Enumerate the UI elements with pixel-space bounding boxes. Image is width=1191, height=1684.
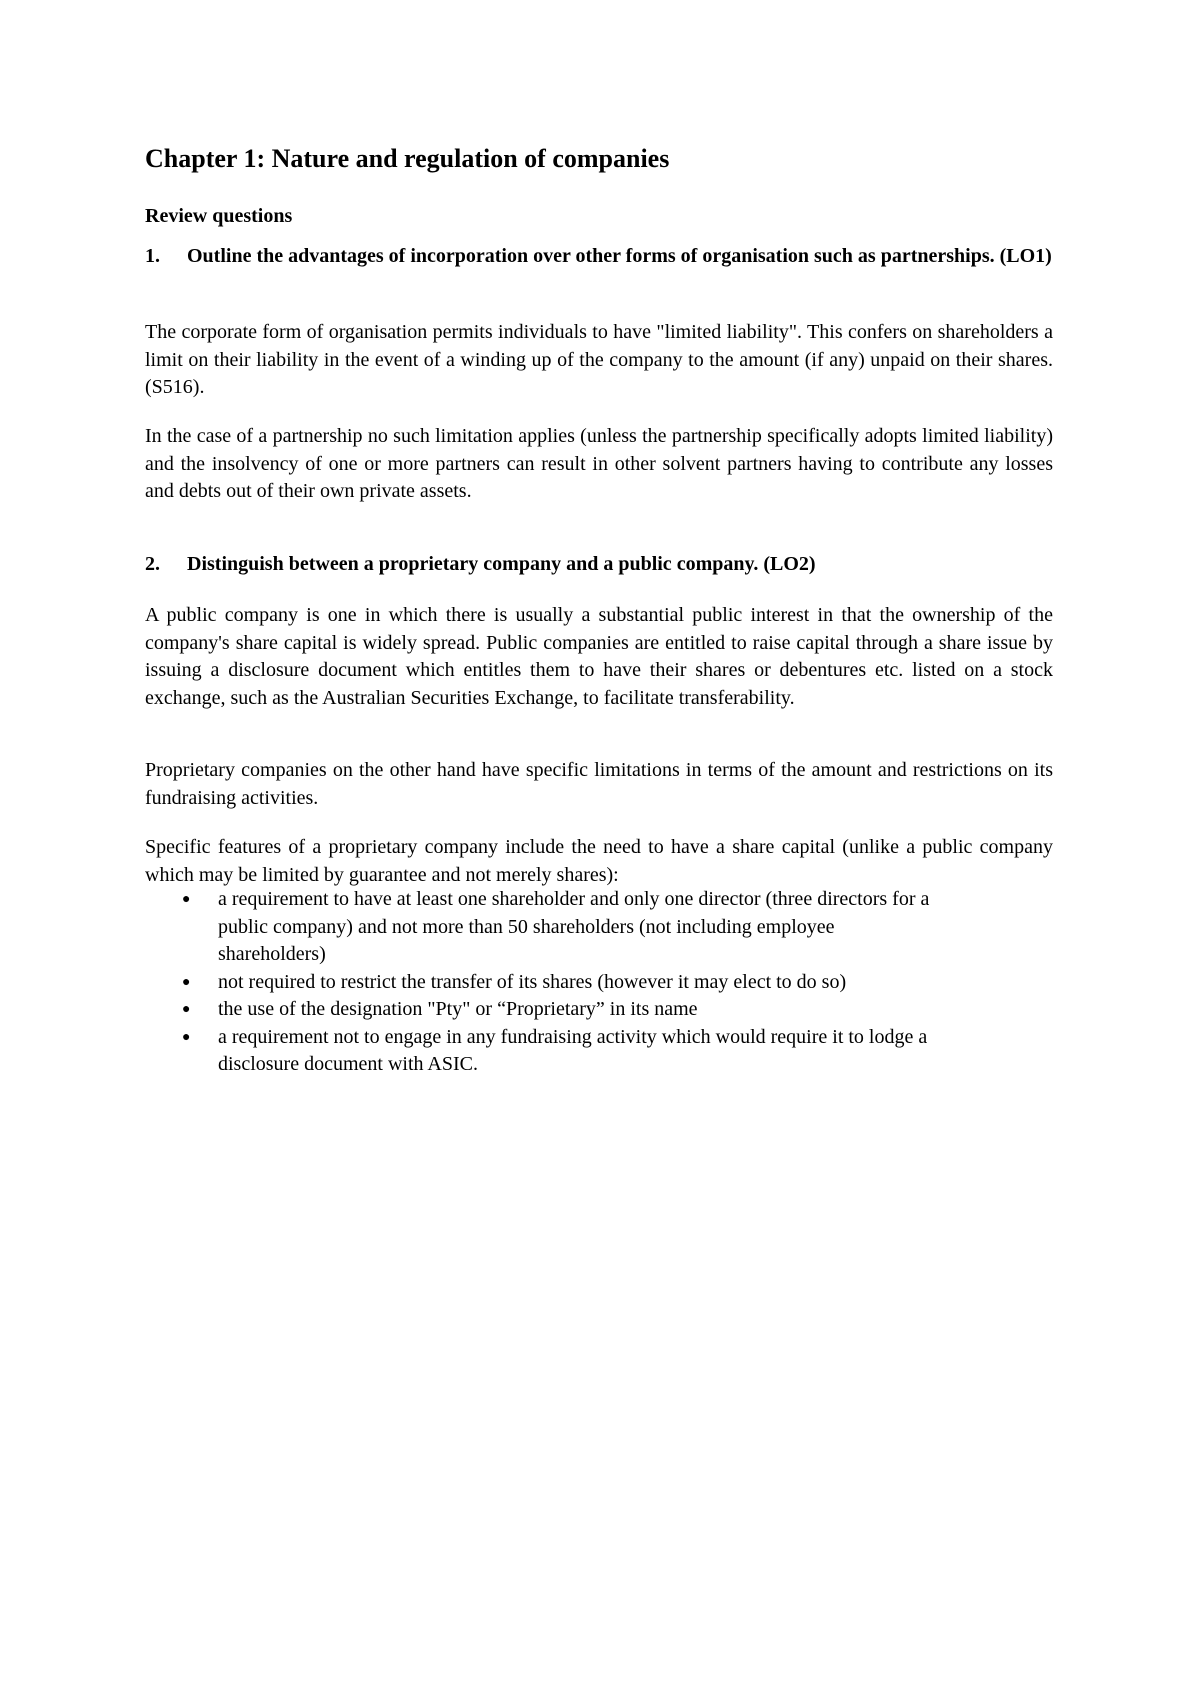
bullet-icon: ● — [182, 892, 191, 907]
list-item-text: a requirement to have at least one shareholder and only one director (three directors for a public company) and not more than 50 shareholders (not including employee shareholders) — [218, 888, 930, 965]
question-number: 1. — [145, 245, 160, 267]
list-item-text: a requirement not to engage in any fundraising activity which would require it to lodge a disclosure document with ASIC. — [218, 1025, 928, 1075]
question-number: 2. — [145, 553, 160, 575]
feature-list — [145, 886, 1053, 1079]
question-2-heading — [145, 551, 1053, 578]
list-item-text: not required to restrict the transfer of its shares (however it may elect to do so) — [218, 970, 847, 993]
list-item — [145, 996, 938, 1024]
bullet-icon: ● — [182, 1029, 191, 1045]
bullet-icon: ● — [182, 1002, 191, 1017]
chapter-title: Chapter 1: Nature and regulation of companies — [145, 144, 670, 173]
list-item — [145, 969, 938, 997]
answer-paragraph: Proprietary companies on the other hand have specific limitations in terms of the amount and restrictions on its fundraising activities. — [145, 759, 1053, 809]
answer-paragraph: A public company is one in which there is usually a substantial public interest in that the ownership of the company's share capital is widely spread. Public companies are entitled to raise capital through a share issue by issuing a disclosure document which entitles them to have their shares or debentures etc. listed on a stock exchange, such as the Australian Securities Exchange, to facilitate transferability. — [145, 604, 1053, 709]
answer-paragraph: The corporate form of organisation permits individuals to have "limited liability". This confers on shareholders a limit on their liability in the event of a winding up of the company to the amount (if any) unpaid on their shares. (S516). — [145, 321, 1053, 398]
list-item — [145, 1024, 938, 1079]
list-item-text: the use of the designation "Pty" or “Proprietary” in its name — [218, 998, 698, 1020]
list-item — [145, 886, 938, 969]
section-title: Review questions — [145, 205, 293, 227]
question-text: Outline the advantages of incorporation over other forms of organisation such as partnerships. (LO1) — [187, 245, 1052, 267]
bullet-icon: ● — [182, 974, 191, 990]
answer-paragraph: In the case of a partnership no such limitation applies (unless the partnership specifically adopts limited liability) and the insolvency of one or more partners can result in other solvent partners having to contribute any losses and debts out of their own private assets. — [145, 425, 1053, 502]
question-text: Distinguish between a proprietary company and a public company. (LO2) — [187, 553, 816, 575]
question-1-heading — [145, 243, 1053, 270]
answer-paragraph: Specific features of a proprietary company include the need to have a share capital (unlike a public company which may be limited by guarantee and not merely shares): — [145, 836, 1053, 886]
